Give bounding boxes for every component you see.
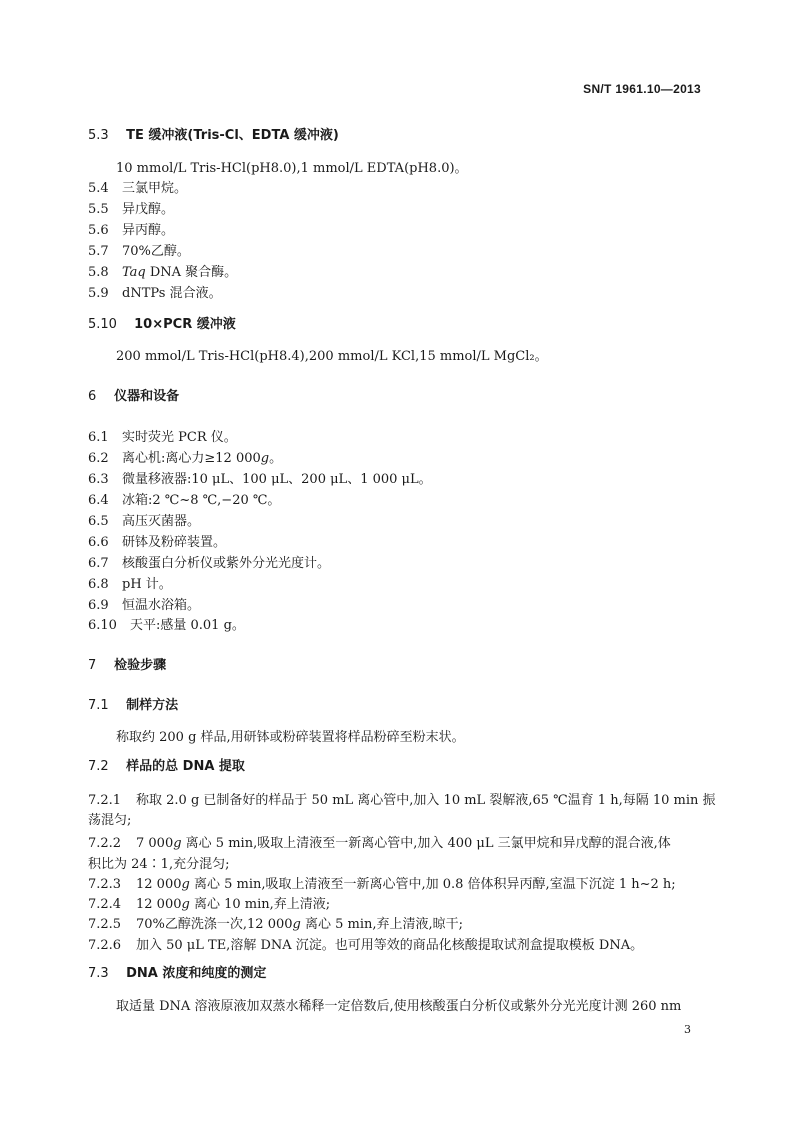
item-7-2-2-line2: 积比为 24∶1,充分混匀; — [88, 857, 230, 872]
item-6-8: 6.8 pH 计。 — [88, 577, 172, 592]
section-5-3-heading — [88, 127, 339, 145]
section-7-3-heading: 7.3 DNA 浓度和纯度的测定 — [88, 966, 267, 981]
item-6-2: 6.2 离心机:离心力≥12 000g。 — [88, 451, 283, 466]
section-7-3-body: 取适量 DNA 溶液原液加双蒸水稀释一定倍数后,使用核酸蛋白分析仪或紫外分光光度计测 260 nm — [116, 999, 682, 1014]
section-title: 10×PCR 缓冲液 — [134, 317, 236, 332]
item-6-9: 6.9 恒温水浴箱。 — [88, 598, 201, 613]
item-7-2-5: 7.2.5 70%乙醇洗涤一次,12 000g 离心 5 min,弃上清液,晾干; — [88, 917, 464, 932]
item-5-4: 5.4 三氯甲烷。 — [88, 181, 188, 196]
item-5-9: 5.9 dNTPs 混合液。 — [88, 286, 222, 301]
item-7-2-1-line1: 7.2.1 称取 2.0 g 已制备好的样品于 50 mL 离心管中,加入 10 mL 裂解液,65 ℃温育 1 h,每隔 10 min 振 — [88, 793, 716, 808]
section-5-10-body: 200 mmol/L Tris-HCl(pH8.4),200 mmol/L KCl,15 mmol/L MgCl₂。 — [116, 349, 548, 364]
section-7-2-heading: 7.2 样品的总 DNA 提取 — [88, 759, 245, 774]
section-title: TE 缓冲液(Tris-Cl、EDTA 缓冲液) — [126, 128, 339, 143]
item-6-6: 6.6 研钵及粉碎装置。 — [88, 535, 227, 550]
item-5-6: 5.6 异丙醇。 — [88, 223, 175, 238]
standard-code: SN/T 1961.10—2013 — [583, 82, 701, 96]
item-5-8: 5.8 Taq DNA 聚合酶。 — [88, 265, 238, 280]
section-5-3-body: 10 mmol/L Tris-HCl(pH8.0),1 mmol/L EDTA(pH8.0)。 — [116, 161, 468, 176]
item-7-2-1-line2: 荡混匀; — [88, 813, 132, 828]
section-number: 5.3 — [88, 128, 109, 143]
item-6-10: 6.10 天平:感量 0.01 g。 — [88, 618, 245, 633]
section-6-heading: 6 仪器和设备 — [88, 389, 180, 404]
item-6-5: 6.5 高压灭菌器。 — [88, 514, 201, 529]
item-6-3: 6.3 微量移液器:10 μL、100 μL、200 μL、1 000 μL。 — [88, 472, 432, 487]
section-7-1-heading: 7.1 制样方法 — [88, 698, 179, 713]
page-number: 3 — [684, 1023, 691, 1036]
item-7-2-3: 7.2.3 12 000g 离心 5 min,吸取上清液至一新离心管中,加 0.8 倍体积异丙醇,室温下沉淀 1 h~2 h; — [88, 877, 676, 892]
section-7-1-body: 称取约 200 g 样品,用研钵或粉碎装置将样品粉碎至粉末状。 — [116, 730, 465, 745]
item-6-1: 6.1 实时荧光 PCR 仪。 — [88, 430, 237, 445]
item-5-5: 5.5 异戊醇。 — [88, 202, 175, 217]
item-5-7: 5.7 70%乙醇。 — [88, 244, 190, 259]
item-6-4: 6.4 冰箱:2 ℃~8 ℃,−20 ℃。 — [88, 493, 281, 508]
item-7-2-4: 7.2.4 12 000g 离心 10 min,弃上清液; — [88, 897, 331, 912]
section-7-heading: 7 检验步骤 — [88, 658, 167, 673]
item-7-2-2-line1: 7.2.2 7 000g 离心 5 min,吸取上清液至一新离心管中,加入 400 μL 三氯甲烷和异戊醇的混合液,体 — [88, 836, 671, 851]
item-6-7: 6.7 核酸蛋白分析仪或紫外分光光度计。 — [88, 556, 331, 571]
item-7-2-6: 7.2.6 加入 50 μL TE,溶解 DNA 沉淀。也可用等效的商品化核酸提取试剂盒提取模板 DNA。 — [88, 938, 644, 953]
section-number: 5.10 — [88, 317, 117, 332]
section-5-10-heading — [88, 316, 236, 334]
